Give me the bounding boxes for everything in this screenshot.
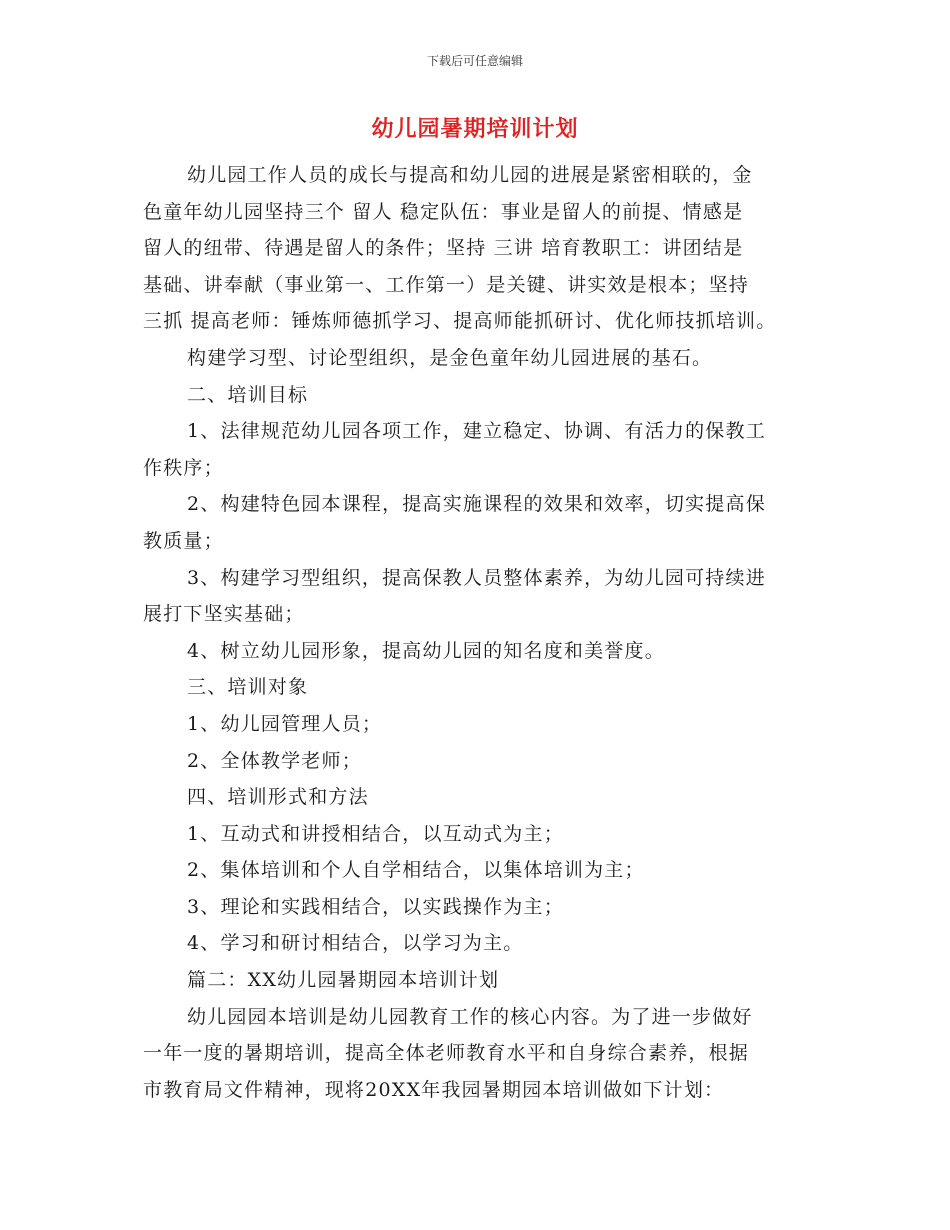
- text-line: 幼儿园工作人员的成长与提高和幼儿园的进展是紧密相联的，金: [187, 164, 753, 186]
- text-line: 三抓 提高老师：锤炼师德抓学习、提高师能抓研讨、优化师技抓培训。: [143, 310, 777, 333]
- text-line: 篇二：XX幼儿园暑期园本培训计划: [187, 969, 500, 992]
- text-line: 2、集体培训和个人自学相结合，以集体培训为主；: [187, 859, 645, 882]
- text-line: 三、培训对象: [187, 676, 309, 699]
- document-body: [143, 157, 823, 1108]
- document-title: 幼儿园暑期培训计划: [371, 116, 579, 142]
- text-line: 教质量；: [143, 529, 224, 552]
- page-header-note: 下载后可任意编辑: [426, 54, 523, 68]
- text-line: 1、幼儿园管理人员；: [187, 712, 383, 735]
- text-line: 2、构建特色园本课程，提高实施课程的效果和效率，切实提高保: [187, 493, 766, 516]
- text-line: 幼儿园园本培训是幼儿园教育工作的核心内容。为了进一步做好: [187, 1005, 753, 1028]
- text-line: 构建学习型、讨论型组织，是金色童年幼儿园进展的基石。: [187, 346, 713, 369]
- text-line: 四、培训形式和方法: [187, 786, 369, 809]
- text-line: 市教育局文件精神，现将20XX年我园暑期园本培训做如下计划：: [143, 1078, 725, 1101]
- text-line: 色童年幼儿园坚持三个 留人 稳定队伍：事业是留人的前提、情感是: [143, 200, 744, 223]
- text-line: 展打下坚实基础；: [143, 603, 305, 626]
- text-line: 作秩序；: [143, 456, 224, 479]
- text-line: 基础、讲奉献（事业第一、工作第一）是关键、讲实效是根本；坚持: [143, 273, 750, 296]
- text-line: 2、全体教学老师；: [187, 749, 362, 772]
- text-line: 一年一度的暑期培训，提高全体老师教育水平和自身综合素养，根据: [143, 1042, 750, 1065]
- text-line: 1、互动式和讲授相结合，以互动式为主；: [187, 822, 564, 845]
- text-line: 3、理论和实践相结合，以实践操作为主；: [187, 895, 564, 918]
- text-line: 1、法律规范幼儿园各项工作，建立稳定、协调、有活力的保教工: [187, 420, 766, 443]
- text-line: 留人的纽带、待遇是留人的条件；坚持 三讲 培育教职工：讲团结是: [143, 237, 744, 260]
- text-line: 3、构建学习型组织，提高保教人员整体素养，为幼儿园可持续进: [187, 566, 766, 589]
- text-line: 4、树立幼儿园形象，提高幼儿园的知名度和美誉度。: [187, 639, 665, 662]
- text-line: 4、学习和研讨相结合，以学习为主。: [187, 932, 524, 955]
- text-line: 二、培训目标: [187, 383, 309, 406]
